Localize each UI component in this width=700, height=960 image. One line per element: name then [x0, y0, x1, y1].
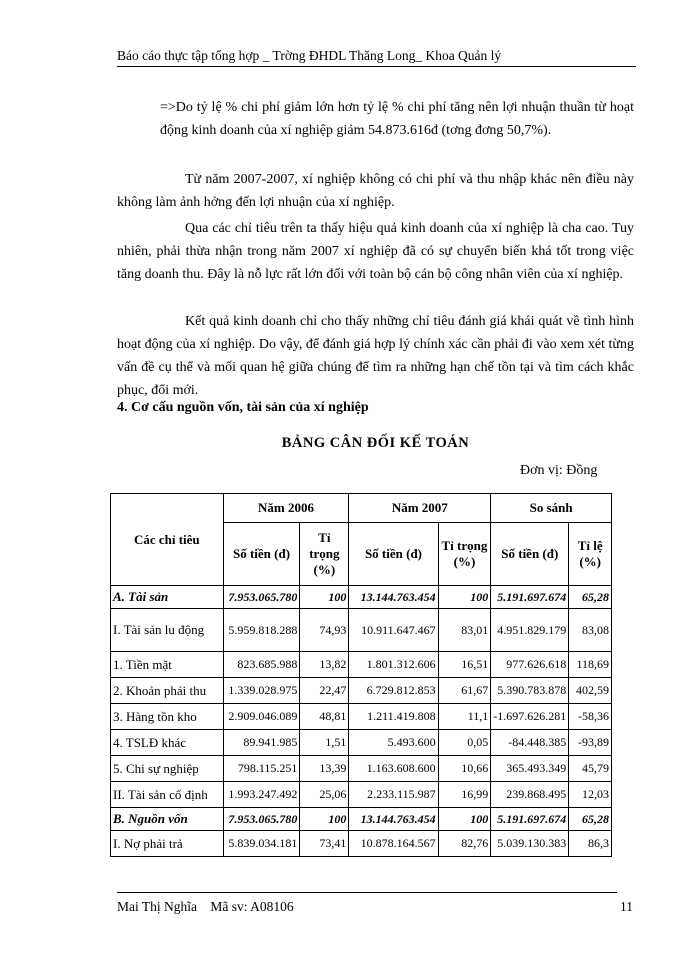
cell-ratio-2006: 22,47: [300, 678, 349, 704]
page-footer: [117, 899, 294, 915]
cell-ratio-2007: 100: [438, 586, 491, 609]
cell-amount-2007: 13.144.763.454: [349, 808, 438, 831]
header-amount-compare: Số tiền (đ): [491, 523, 569, 586]
row-label: A. Tài sản: [111, 586, 224, 609]
cell-ratio-2007: 82,76: [438, 831, 491, 857]
cell-ratio-2007: 100: [438, 808, 491, 831]
cell-amount-2006: 1.339.028.975: [223, 678, 300, 704]
cell-amount-2007: 10.911.647.467: [349, 609, 438, 652]
row-label: 5. Chi sự nghiệp: [111, 756, 224, 782]
cell-amount-compare: 5.191.697.674: [491, 808, 569, 831]
cell-ratio-2007: 16,99: [438, 782, 491, 808]
cell-ratio-compare: 65,28: [569, 586, 612, 609]
cell-ratio-2006: 48,81: [300, 704, 349, 730]
cell-amount-compare: -1.697.626.281: [491, 704, 569, 730]
cell-ratio-2007: 61,67: [438, 678, 491, 704]
cell-ratio-2007: 0,05: [438, 730, 491, 756]
cell-amount-2006: 7.953.065.780: [223, 586, 300, 609]
table-row: [111, 586, 612, 609]
cell-amount-2006: 823.685.988: [223, 652, 300, 678]
cell-amount-2006: 798.115.251: [223, 756, 300, 782]
cell-amount-2007: 2.233.115.987: [349, 782, 438, 808]
footer-author: Mai Thị Nghĩa: [117, 899, 197, 914]
cell-amount-compare: -84.448.385: [491, 730, 569, 756]
row-label: 3. Hàng tồn kho: [111, 704, 224, 730]
cell-amount-compare: 977.626.618: [491, 652, 569, 678]
footer-divider: [117, 892, 617, 893]
cell-amount-compare: 5.390.783.878: [491, 678, 569, 704]
header-ratio-2006: Tỉ trọng (%): [300, 523, 349, 586]
cell-ratio-compare: 83,08: [569, 609, 612, 652]
row-label: I. Nợ phải trả: [111, 831, 224, 857]
cell-amount-2007: 1.163.608.600: [349, 756, 438, 782]
cell-ratio-2007: 11,1: [438, 704, 491, 730]
table-row: [111, 831, 612, 857]
cell-amount-compare: 4.951.829.179: [491, 609, 569, 652]
row-label: II. Tài sản cố định: [111, 782, 224, 808]
row-label: 2. Khoản phải thu: [111, 678, 224, 704]
cell-ratio-2006: 13,82: [300, 652, 349, 678]
cell-ratio-compare: -58,36: [569, 704, 612, 730]
cell-ratio-compare: 86,3: [569, 831, 612, 857]
section-title: 4. Cơ cấu nguồn vốn, tài sản của xí nghiệp: [117, 400, 369, 415]
table-row: [111, 730, 612, 756]
cell-ratio-compare: 118,69: [569, 652, 612, 678]
row-label: 1. Tiền mặt: [111, 652, 224, 678]
cell-amount-2006: 7.953.065.780: [223, 808, 300, 831]
cell-ratio-2006: 74,93: [300, 609, 349, 652]
unit-label: Đơn vị: Đồng: [520, 463, 598, 478]
cell-ratio-2007: 10,66: [438, 756, 491, 782]
header-amount-2006: Số tiền (đ): [223, 523, 300, 586]
paragraph-4: Kết quả kinh doanh chỉ cho thấy những chỉ tiêu đánh giá khái quát về tình hình hoạt động của xí nghiệp. Do vậy, để đánh giá hợp lý chính xác cần phải đi vào xem xét từng vấn đề cụ thể và mối quan hệ giữa chúng để tìm ra những hạn chế tồn tại và tìm cách khắc phục, đổi mới.: [117, 314, 634, 398]
row-label: B. Nguồn vốn: [111, 808, 224, 831]
cell-amount-2007: 5.493.600: [349, 730, 438, 756]
table-title: BẢNG CÂN ĐỐI KẾ TOÁN: [281, 435, 470, 451]
cell-ratio-2006: 73,41: [300, 831, 349, 857]
page-header: Báo cáo thực tập tổng hợp _ Trờng ĐHDL Thăng Long_ Khoa Quản lý: [117, 48, 636, 67]
cell-ratio-compare: 402,59: [569, 678, 612, 704]
paragraph-3: Qua các chỉ tiêu trên ta thấy hiệu quả kinh doanh của xí nghiệp là cha cao. Tuy nhiên, phải thừa nhận trong năm 2007 xí nghiệp đã có sự chuyển biến khá tốt trong việc tăng doanh thu. Đây là nỗ lực rất lớn đối với toàn bộ cán bộ công nhân viên của xí nghiệp.: [117, 221, 634, 282]
cell-amount-2006: 5.959.818.288: [223, 609, 300, 652]
cell-ratio-2007: 83,01: [438, 609, 491, 652]
page-number: 11: [620, 899, 633, 914]
cell-amount-2007: 13.144.763.454: [349, 586, 438, 609]
table-row: [111, 808, 612, 831]
cell-ratio-2006: 25,06: [300, 782, 349, 808]
table-row: [111, 704, 612, 730]
cell-amount-compare: 5.191.697.674: [491, 586, 569, 609]
paragraph-1: =>Do tỷ lệ % chi phí giảm lớn hơn tỷ lệ % chi phí tăng nên lợi nhuận thuần từ hoạt động kinh doanh của xí nghiệp giảm 54.873.616đ (tơng đơng 50,7%).: [160, 100, 634, 138]
cell-ratio-2006: 13,39: [300, 756, 349, 782]
table-row: [111, 756, 612, 782]
cell-ratio-2006: 1,51: [300, 730, 349, 756]
cell-ratio-compare: 45,79: [569, 756, 612, 782]
row-label: I. Tài sản lu động: [111, 609, 224, 652]
table-row: [111, 609, 612, 652]
cell-amount-compare: 239.868.495: [491, 782, 569, 808]
balance-sheet-table: [110, 493, 612, 857]
table-row: [111, 678, 612, 704]
cell-amount-2007: 10.878.164.567: [349, 831, 438, 857]
header-compare: So sánh: [491, 494, 612, 523]
cell-ratio-compare: -93,89: [569, 730, 612, 756]
cell-ratio-2007: 16,51: [438, 652, 491, 678]
cell-ratio-2006: 100: [300, 808, 349, 831]
header-year-2007: Năm 2007: [349, 494, 491, 523]
cell-amount-2007: 1.211.419.808: [349, 704, 438, 730]
cell-amount-2006: 5.839.034.181: [223, 831, 300, 857]
cell-ratio-compare: 65,28: [569, 808, 612, 831]
header-amount-2007: Số tiền (đ): [349, 523, 438, 586]
footer-student-code: Mã sv: A08106: [210, 899, 294, 914]
paragraph-2: Từ năm 2007-2007, xí nghiệp không có chi phí và thu nhập khác nên điều này không làm ảnh hởng đến lợi nhuận của xí nghiệp.: [117, 172, 634, 210]
table-row: [111, 782, 612, 808]
cell-amount-2007: 1.801.312.606: [349, 652, 438, 678]
table-row: [111, 652, 612, 678]
header-year-2006: Năm 2006: [223, 494, 349, 523]
cell-amount-compare: 5.039.130.383: [491, 831, 569, 857]
cell-amount-2006: 89.941.985: [223, 730, 300, 756]
cell-ratio-2006: 100: [300, 586, 349, 609]
header-indicator: Các chỉ tiêu: [111, 494, 224, 586]
cell-amount-2006: 1.993.247.492: [223, 782, 300, 808]
cell-amount-2006: 2.909.046.089: [223, 704, 300, 730]
cell-ratio-compare: 12,03: [569, 782, 612, 808]
cell-amount-compare: 365.493.349: [491, 756, 569, 782]
header-ratio-2007: Tỉ trọng (%): [438, 523, 491, 586]
header-ratio-compare: Tỉ lệ (%): [569, 523, 612, 586]
row-label: 4. TSLĐ khác: [111, 730, 224, 756]
cell-amount-2007: 6.729.812.853: [349, 678, 438, 704]
